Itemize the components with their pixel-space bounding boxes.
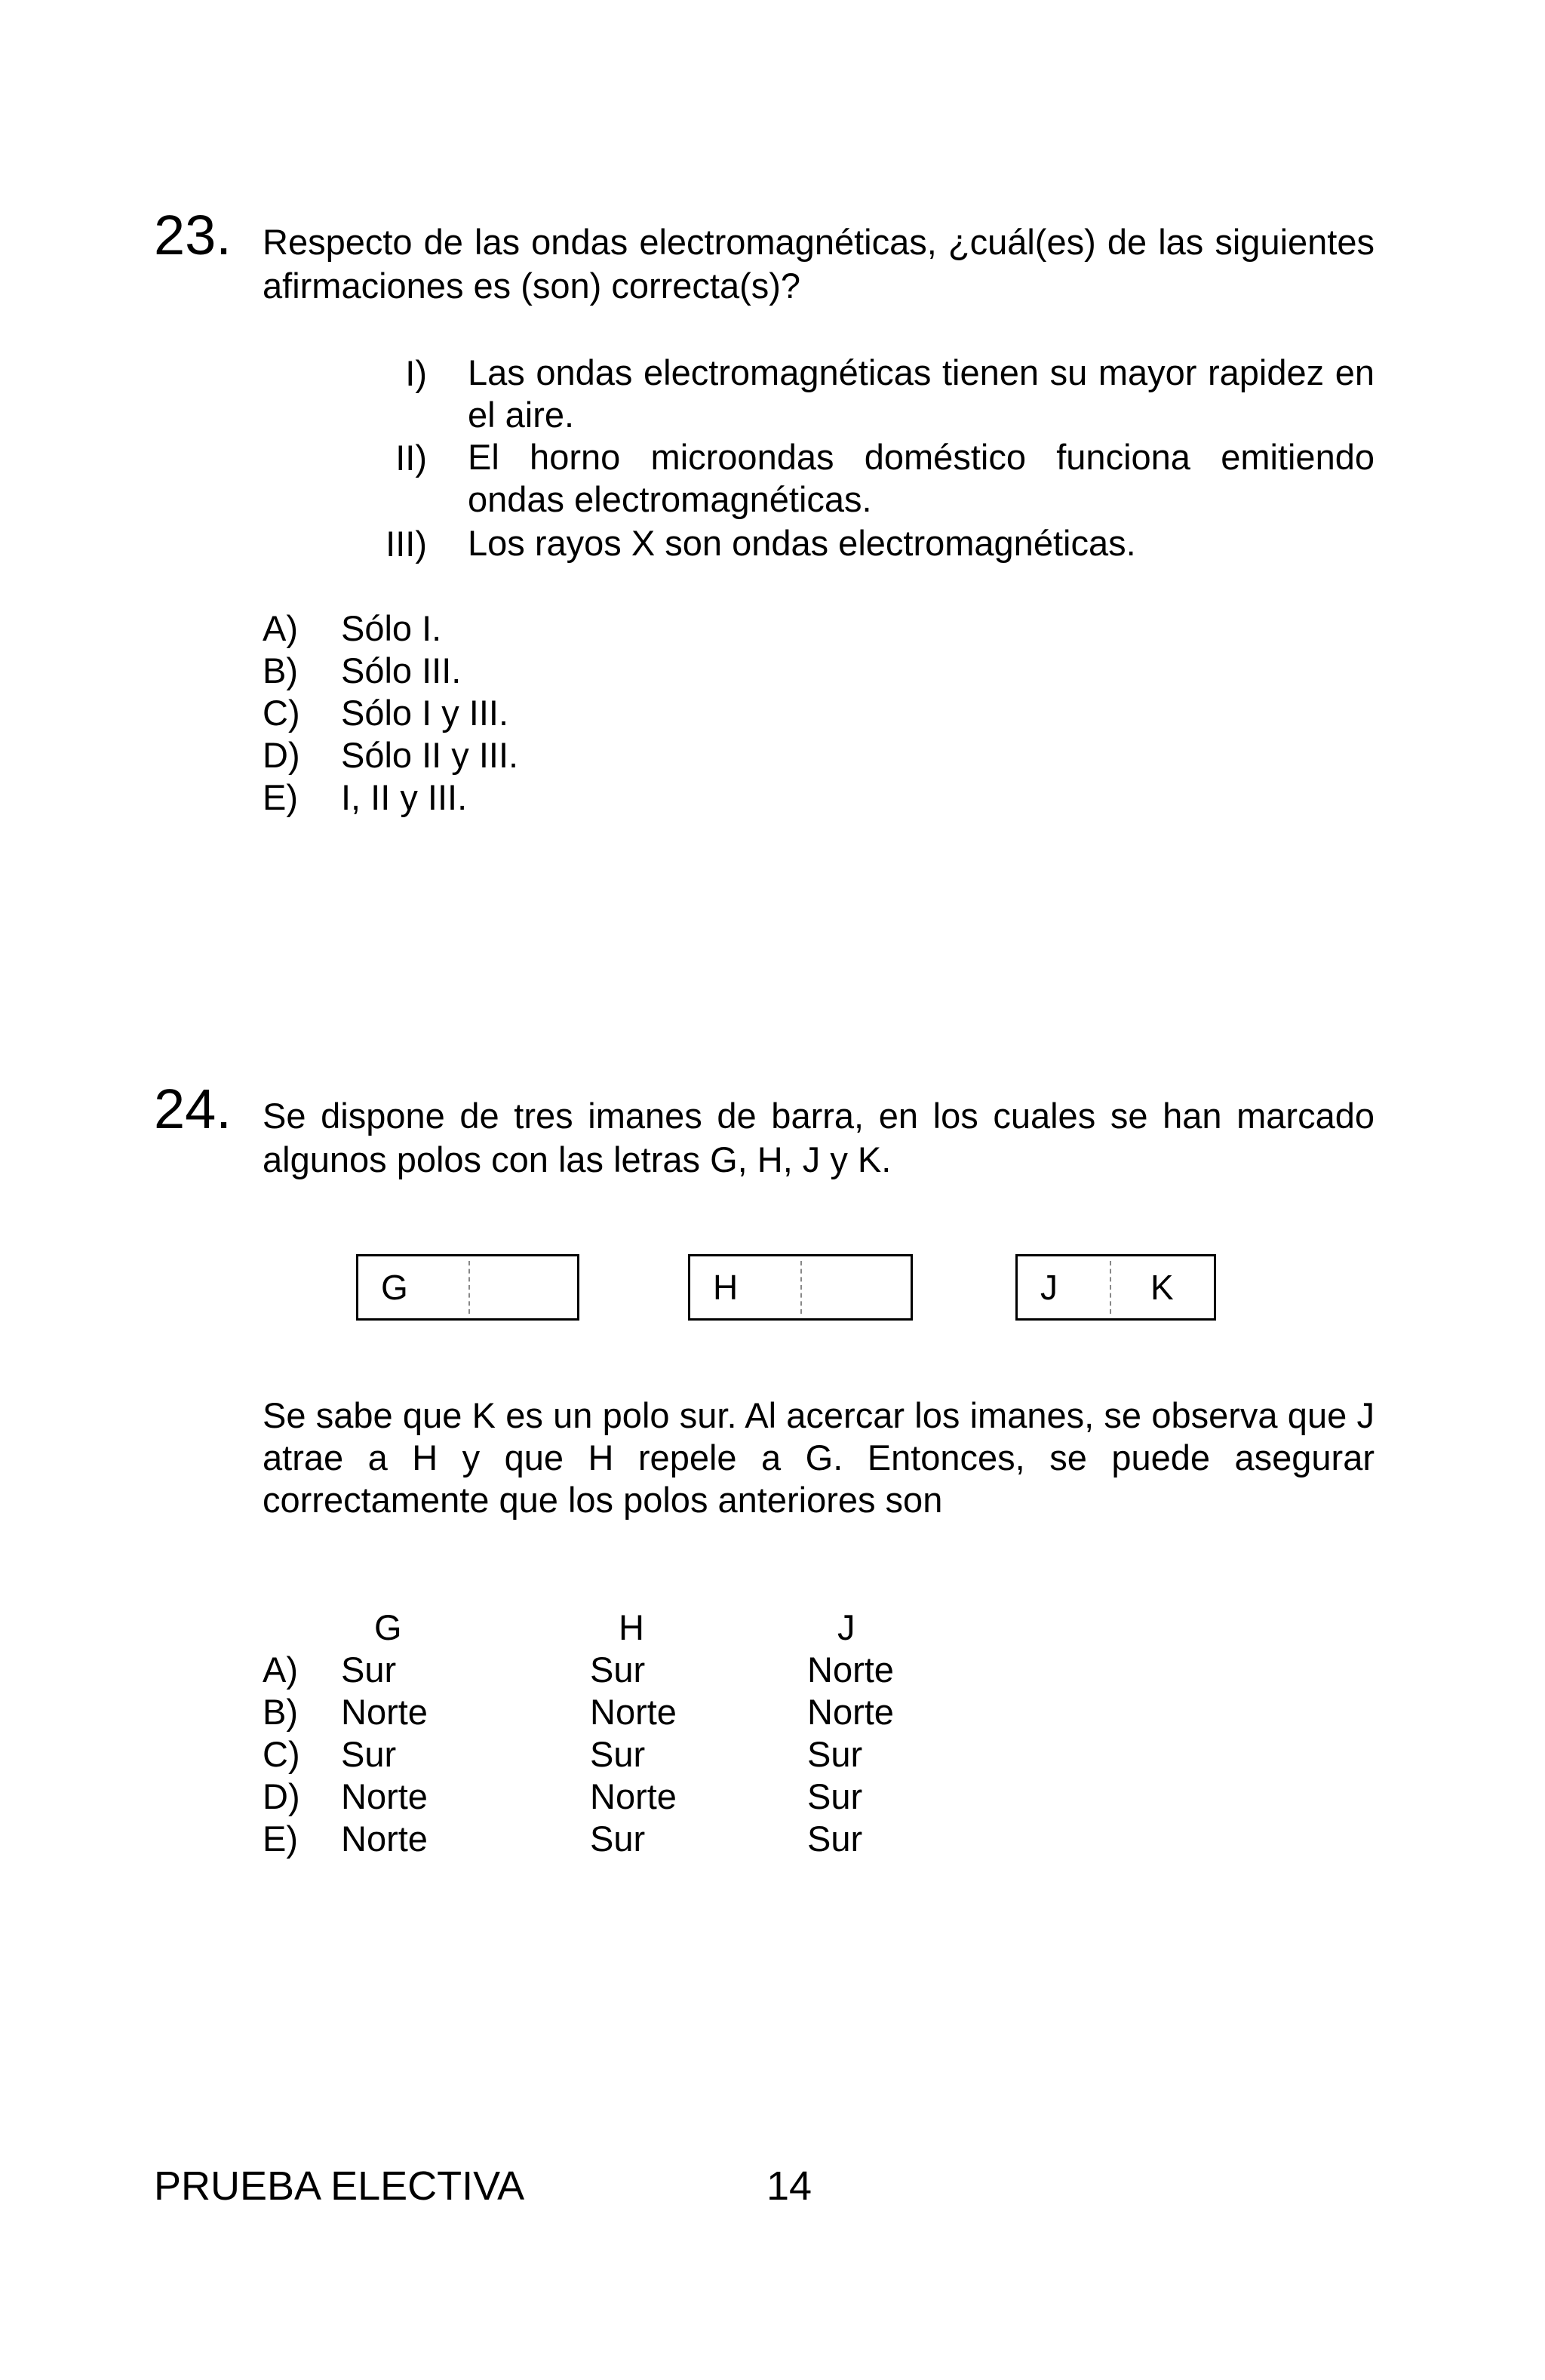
option-text: Sólo II y III.: [341, 735, 519, 775]
bar-magnet-g: [356, 1254, 579, 1321]
statement-text: El horno microondas doméstico funciona emitiendo ondas electromagnéticas.: [468, 437, 1375, 519]
option-letter: C): [263, 1734, 300, 1774]
bar-magnet-h: [688, 1254, 913, 1321]
option-cell-j: Sur: [807, 1819, 863, 1859]
option-text: Sólo I.: [341, 608, 442, 648]
magnet-divider: [800, 1261, 802, 1314]
option-letter: E): [263, 777, 298, 817]
column-header-g: G: [374, 1607, 402, 1647]
option-cell-h: Sur: [590, 1819, 646, 1859]
option-cell-j: Norte: [807, 1692, 894, 1732]
option-text: Sólo III.: [341, 650, 462, 690]
magnet-divider: [468, 1261, 470, 1314]
option-cell-j: Norte: [807, 1650, 894, 1690]
pole-label: G: [381, 1268, 408, 1307]
option-cell-g: Sur: [341, 1650, 397, 1690]
option-cell-h: Sur: [590, 1650, 646, 1690]
page-number: 14: [766, 2163, 812, 2209]
column-header-h: H: [619, 1607, 644, 1647]
statement-number: II): [395, 438, 427, 478]
question-number: 23.: [154, 204, 232, 266]
question-stem: Se dispone de tres imanes de barra, en los cuales se han marcado algunos polos con las letras G, H, J y K.: [263, 1096, 1375, 1179]
option-letter: B): [263, 1692, 298, 1732]
option-letter: D): [263, 735, 300, 775]
pole-label: K: [1150, 1268, 1174, 1307]
bar-magnet-jk: [1015, 1254, 1216, 1321]
footer-label: PRUEBA ELECTIVA: [154, 2163, 525, 2209]
option-cell-h: Norte: [590, 1776, 677, 1816]
statement-number: I): [405, 353, 427, 393]
option-cell-h: Norte: [590, 1692, 677, 1732]
option-letter: B): [263, 650, 298, 690]
option-cell-g: Norte: [341, 1692, 428, 1732]
pole-label: J: [1040, 1268, 1058, 1307]
magnet-divider: [1110, 1261, 1111, 1314]
question-body: Se sabe que K es un polo sur. Al acercar los imanes, se observa que J atrae a H y que H repele a G. Entonces, se puede asegurar correctamente que los polos anteriores son: [263, 1395, 1375, 1520]
column-header-j: J: [837, 1607, 855, 1647]
option-cell-g: Norte: [341, 1776, 428, 1816]
statement-text: Las ondas electromagnéticas tienen su mayor rapidez en el aire.: [468, 352, 1375, 435]
option-text: Sólo I y III.: [341, 693, 509, 733]
option-letter: C): [263, 693, 300, 733]
option-cell-h: Sur: [590, 1734, 646, 1774]
option-letter: A): [263, 608, 298, 648]
option-letter: E): [263, 1819, 298, 1859]
question-number: 24.: [154, 1078, 232, 1140]
option-cell-g: Sur: [341, 1734, 397, 1774]
option-cell-g: Norte: [341, 1819, 428, 1859]
pole-label: H: [713, 1268, 739, 1307]
statement-text: Los rayos X son ondas electromagnéticas.: [468, 523, 1136, 563]
option-cell-j: Sur: [807, 1776, 863, 1816]
option-letter: D): [263, 1776, 300, 1816]
option-letter: A): [263, 1650, 298, 1690]
option-cell-j: Sur: [807, 1734, 863, 1774]
statement-number: III): [385, 524, 427, 564]
question-stem: Respecto de las ondas electromagnéticas, ¿cuál(es) de las siguientes afirmaciones es (son) correcta(s)?: [263, 222, 1375, 306]
option-text: I, II y III.: [341, 777, 468, 817]
